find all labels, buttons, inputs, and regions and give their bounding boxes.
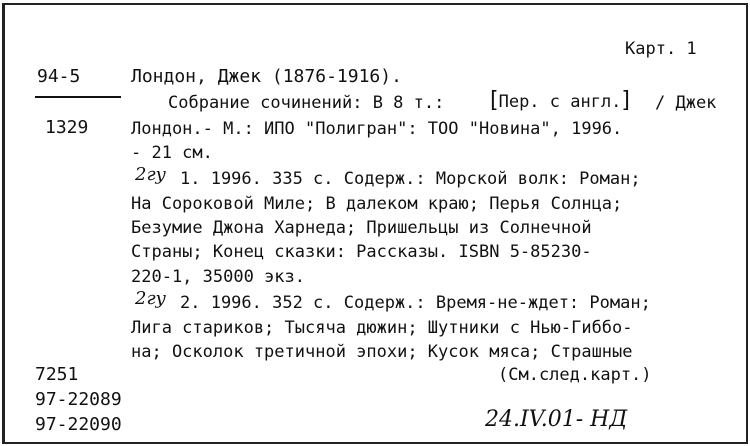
title-line-1: Собрание сочинений: В 8 т.: xyxy=(168,93,445,113)
vol1-line: 1. 1996. 335 с. Содерж.: Морской волк: Роман; xyxy=(180,169,641,189)
continued-note: (См.след.карт.) xyxy=(498,365,652,385)
vol2-line-2: Лига стариков; Тысяча дюжин; Шутники с Нью-Гиббо- xyxy=(131,318,633,338)
title-line-1-bracketed: [Пер. с англ.] xyxy=(490,88,631,113)
inventory-number-3: 97-22090 xyxy=(35,414,122,435)
vol1-line-5: 220-1, 35000 экз. xyxy=(131,267,305,287)
vol2-handwritten-mark: 2гу xyxy=(135,288,166,309)
inventory-number-2: 97-22089 xyxy=(35,389,122,410)
size-line: - 21 см. xyxy=(131,143,213,163)
call-number-top: 94-5 xyxy=(37,66,81,87)
handwritten-date: 24.IV.01- НД xyxy=(485,407,628,432)
author-heading: Лондон, Джек (1876-1916). xyxy=(131,66,402,87)
catalog-card xyxy=(2,3,748,444)
vol1-line-2: На Сороковой Миле; В далеком краю; Перья Солнца; xyxy=(131,194,623,214)
imprint-line: Лондон.- М.: ИПО "Полигран": ТОО "Новина", 1996. xyxy=(131,119,623,139)
vol2-line-3: на; Осколок третичной эпохи; Кусок мяса; Страшные xyxy=(131,342,633,362)
close-bracket: ] xyxy=(621,88,631,113)
call-number-rule xyxy=(35,96,121,98)
call-number-bottom: 1329 xyxy=(45,117,89,138)
title-line-1-end: / Джек xyxy=(655,93,717,113)
card-label: Карт. 1 xyxy=(625,39,697,59)
vol1-line-3: Безумие Джона Харнеда; Пришельцы из Солнечной xyxy=(131,218,592,238)
open-bracket: [ xyxy=(490,88,499,113)
inventory-number-1: 7251 xyxy=(35,364,79,385)
vol1-handwritten-mark: 2гу xyxy=(135,164,166,185)
vol2-line: 2. 1996. 352 с. Содерж.: Время-не-ждет: Роман; xyxy=(180,293,651,313)
vol1-line-4: Страны; Конец сказки: Рассказы. ISBN 5-85230- xyxy=(131,242,592,262)
